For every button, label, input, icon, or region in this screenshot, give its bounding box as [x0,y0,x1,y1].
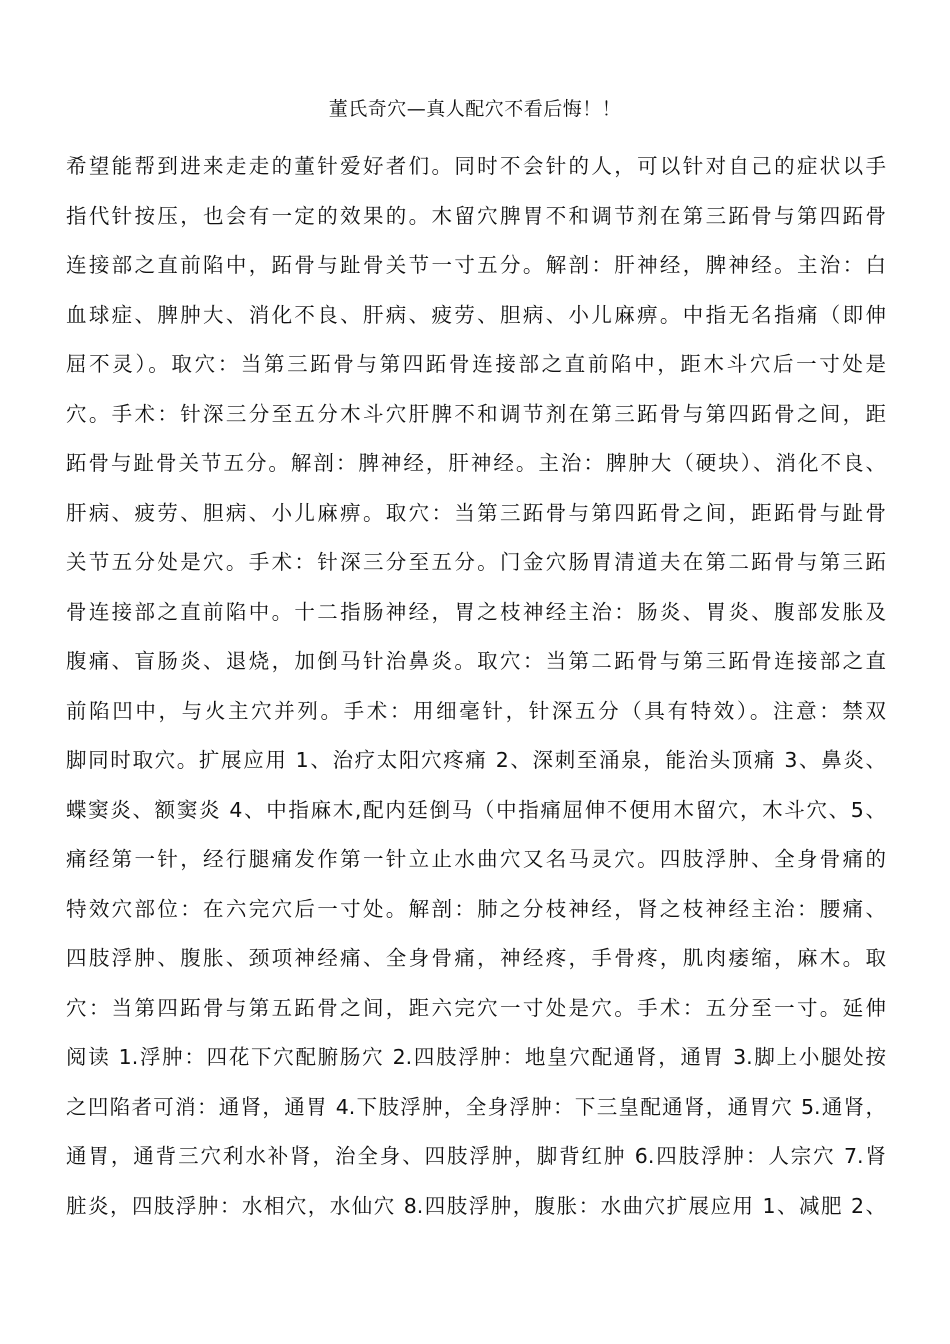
body-line-5: 屈不灵）。取穴：当第三跖骨与第四跖骨连接部之直前陷中，距木斗穴后一寸处是 [66,352,886,376]
body-line-3: 连接部之直前陷中，跖骨与趾骨关节一寸五分。解剖：肝神经，脾神经。主治：白 [66,253,886,277]
document-body [66,142,886,1231]
body-line-17: 四肢浮肿、腹胀、颈项神经痛、全身骨痛，神经疼，手骨疼，肌肉痿缩，麻木。取 [66,946,886,970]
body-line-1: 希望能帮到进来走走的董针爱好者们。同时不会针的人，可以针对自己的症状以手 [66,154,886,178]
body-line-10: 骨连接部之直前陷中。十二指肠神经，胃之枝神经主治：肠炎、胃炎、腹部发胀及 [66,599,886,624]
body-line-19: 阅读 1.浮肿：四花下穴配腑肠穴 2.四肢浮肿：地皇穴配通肾，通胃 3.脚上小腿处按 [66,1045,886,1069]
body-line-18: 穴：当第四跖骨与第五跖骨之间，距六完穴一寸处是穴。手术：五分至一寸。延伸 [66,995,886,1020]
body-line-20: 之凹陷者可消：通肾，通胃 4.下肢浮肿，全身浮肿：下三皇配通肾，通胃穴 5.通肾， [66,1094,886,1119]
body-line-8: 肝病、疲劳、胆病、小儿麻痹。取穴：当第三跖骨与第四跖骨之间，距跖骨与趾骨 [66,500,886,525]
body-line-6: 穴。手术：针深三分至五分木斗穴肝脾不和调节剂在第三跖骨与第四跖骨之间，距 [66,401,886,426]
body-line-4: 血球症、脾肿大、消化不良、肝病、疲劳、胆病、小儿麻痹。中指无名指痛（即伸 [66,302,886,327]
document-title: 董氏奇穴—真人配穴不看后悔！！ [328,98,622,120]
body-line-7: 跖骨与趾骨关节五分。解剖：脾神经，肝神经。主治：脾肿大（硬块）、消化不良、 [66,451,886,475]
body-line-15: 痛经第一针，经行腿痛发作第一针立止水曲穴又名马灵穴。四肢浮肿、全身骨痛的 [66,847,886,871]
body-line-13: 脚同时取穴。扩展应用 1、治疗太阳穴疼痛 2、深刺至涌泉，能治头顶痛 3、鼻炎、 [66,748,886,772]
body-line-22: 脏炎，四肢浮肿：水相穴，水仙穴 8.四肢浮肿，腹胀：水曲穴扩展应用 1、减肥 2、 [66,1193,886,1218]
body-line-2: 指代针按压，也会有一定的效果的。木留穴脾胃不和调节剂在第三跖骨与第四跖骨 [66,203,886,228]
body-line-11: 腹痛、盲肠炎、退烧，加倒马针治鼻炎。取穴：当第二跖骨与第三跖骨连接部之直 [66,649,886,673]
body-line-21: 通胃，通背三穴利水补肾，治全身、四肢浮肿，脚背红肿 6.四肢浮肿：人宗穴 7.肾 [66,1144,886,1168]
body-line-16: 特效穴部位：在六完穴后一寸处。解剖：肺之分枝神经，肾之枝神经主治：腰痛、 [66,896,886,921]
body-line-9: 关节五分处是穴。手术：针深三分至五分。门金穴肠胃清道夫在第二跖骨与第三跖 [66,550,886,574]
body-line-12: 前陷凹中，与火主穴并列。手术：用细毫针，针深五分（具有特效）。注意：禁双 [66,698,886,723]
body-line-14: 蝶窦炎、额窦炎 4、中指麻木,配内廷倒马（中指痛屈伸不便用木留穴，木斗穴、5、 [66,797,886,822]
